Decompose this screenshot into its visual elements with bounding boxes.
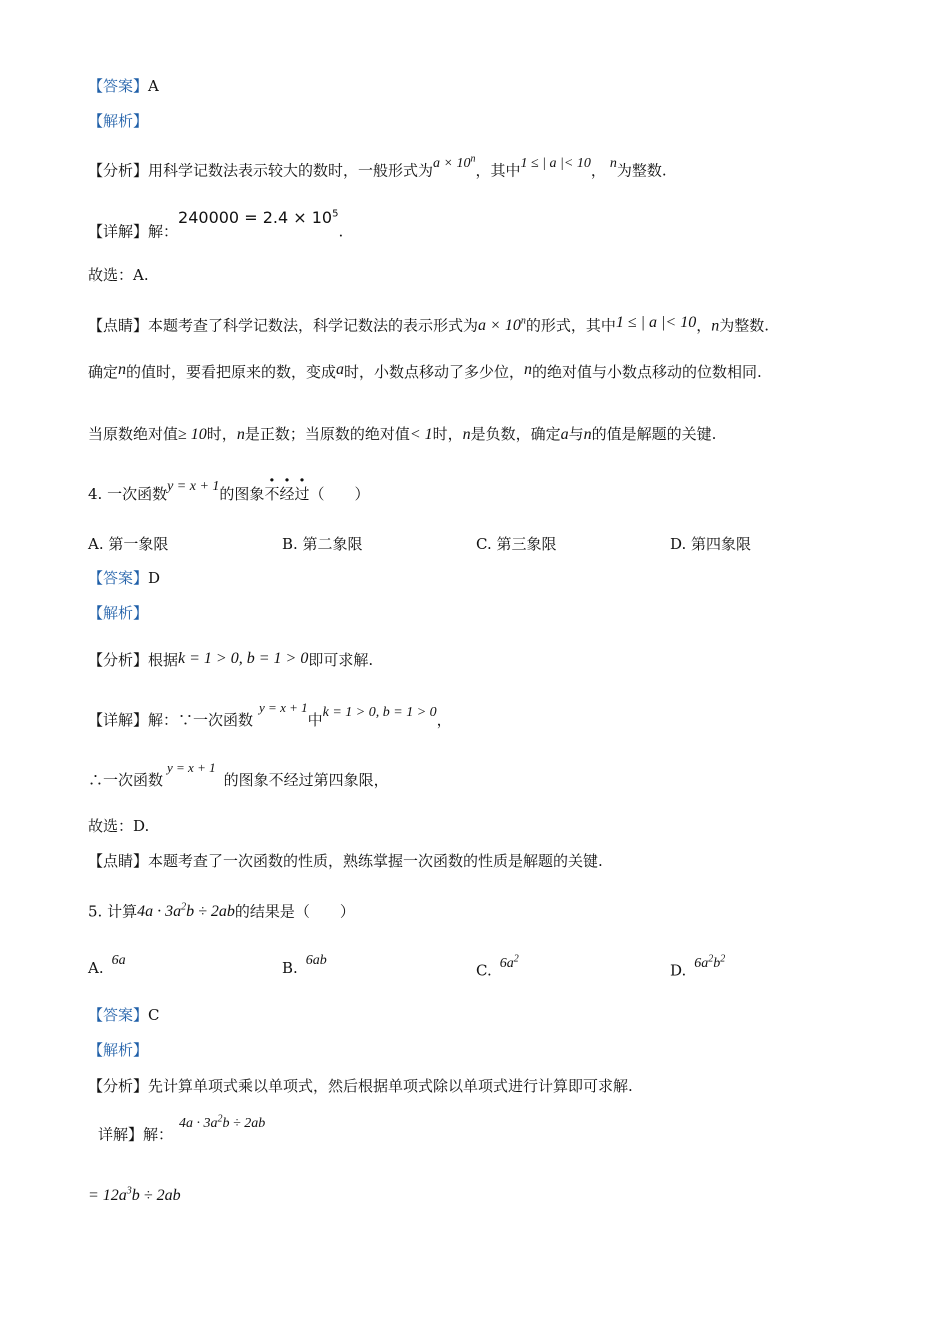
q5-step: = $12a^3b \div 2ab$ (88, 1186, 181, 1205)
q3-answer-line (88, 76, 159, 96)
answer-value: D (148, 569, 161, 587)
q4-dianjing-line: 【点睛】本题考查了一次函数的性质，熟练掌握一次函数的性质是解题的关键. (88, 852, 603, 870)
q5-jiexi-label: 【解析】 (88, 1041, 149, 1059)
q5-fenxi-line: 【分析】先计算单项式乘以单项式，然后根据单项式除以单项式进行计算即可求解. (88, 1077, 633, 1095)
q5-stem: 5. 计算$4a \cdot 3a^2b \div 2ab$的结果是（ ） (88, 902, 355, 921)
q3-dianjing-line: 【点睛】本题考查了科学记数法，科学记数法的表示形式为$a \times 10^n$的形式，其中1 ≤ | a |< 10，n为整数. (88, 314, 770, 335)
q5-option-c: C. $6a^2$ (476, 953, 519, 980)
q5-option-b: B. 6ab (282, 953, 327, 977)
answer-value: C (148, 1006, 160, 1024)
q4-xiangjie-line: 【详解】解：∵一次函数y = x + 1中k = 1 > 0, b = 1 > 0， (88, 700, 452, 729)
q4-stem: 4. 一次函数y = x + 1的图象不经过（ ） (88, 479, 370, 503)
answer-tag: 【答案】 (88, 569, 149, 587)
q4-guxuan: 故选：D. (88, 817, 150, 835)
q4-option-b: B. 第二象限 (282, 535, 363, 553)
dianjing-tag: 【点睛】 (88, 852, 149, 870)
dianjing-tag: 【点睛】 (88, 316, 149, 335)
q4-option-c: C. 第三象限 (476, 535, 557, 553)
q3-guxuan: 故选：A. (88, 266, 149, 284)
answer-tag: 【答案】 (88, 77, 149, 95)
q3-xiangjie-line: 【详解】解：$240000 = 2.4 \times 10^5$. (88, 208, 344, 241)
answer-tag: 【答案】 (88, 1006, 149, 1024)
q4-xiangjie-line2: ∴一次函数y = x + 1的图象不经过第四象限， (88, 760, 389, 789)
q4-jiexi-label: 【解析】 (88, 604, 149, 622)
q3-dianjing-line2: 确定n的值时，要看把原来的数，变成a时，小数点移动了多少位，n的绝对值与小数点移动的位数相同. (88, 361, 762, 381)
q4-fenxi-line: 【分析】根据k = 1 > 0, b = 1 > 0即可求解. (88, 650, 374, 669)
q3-fenxi-line: 【分析】用科学记数法表示较大的数时，一般形式为$a \times 10^n$，其中1 ≤ | a |< 10， n为整数. (88, 153, 667, 180)
q5-option-a: A. 6a (88, 953, 126, 977)
fenxi-tag: 【分析】 (88, 651, 149, 669)
q5-option-d: D. $6a^2b^2$ (670, 953, 726, 980)
fenxi-tag: 【分析】 (88, 1077, 149, 1095)
xiangjie-tag: 【详解】 (88, 711, 149, 729)
q5-xiangjie-line: 详解】解：$4a \cdot 3a^2b \div 2ab$ (98, 1113, 266, 1144)
answer-value: A (148, 77, 159, 95)
q4-option-a: A. 第一象限 (88, 535, 169, 553)
q3-jiexi-label: 【解析】 (88, 112, 149, 130)
fenxi-tag: 【分析】 (88, 161, 149, 180)
q4-answer-line (88, 568, 160, 588)
xiangjie-tag: 【详解】 (88, 222, 149, 241)
q5-answer-line (88, 1005, 160, 1025)
q3-dianjing-line3: 当原数绝对值≥ 10时，n是正数；当原数的绝对值< 1时，n是负数，确定a与n的值是解题的关键. (88, 425, 717, 443)
q4-option-d: D. 第四象限 (670, 535, 752, 553)
